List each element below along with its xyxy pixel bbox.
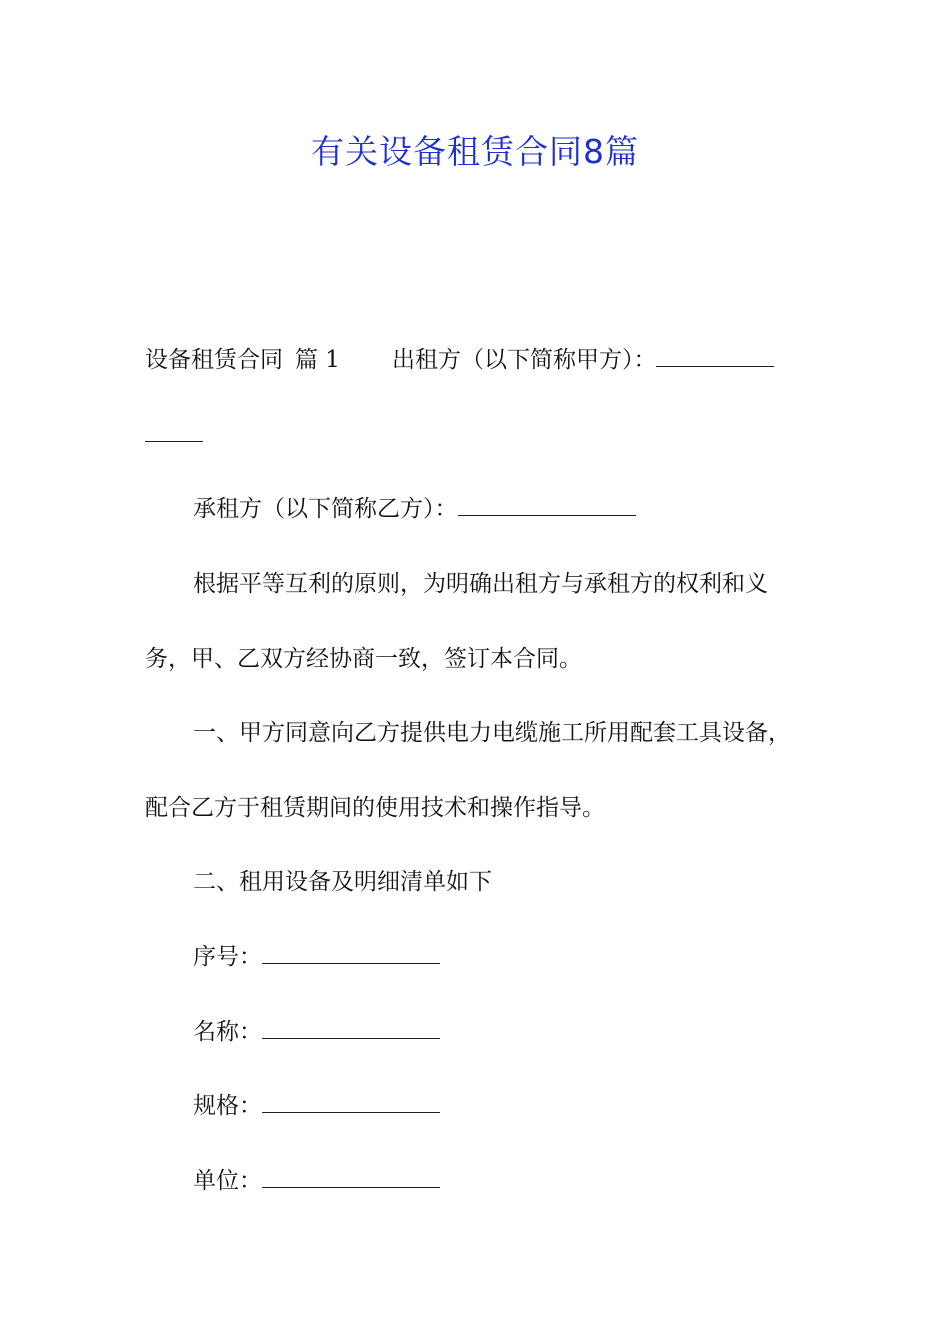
lessor-blank-continuation[interactable] [145,421,203,442]
lessor-blank[interactable] [656,346,774,367]
field-blank[interactable] [262,1018,440,1039]
field-label: 单位： [193,1168,262,1194]
field-label: 序号： [193,944,262,970]
field-blank[interactable] [262,943,440,964]
field-spec [193,1091,440,1121]
field-label: 名称： [193,1019,262,1045]
heading-number: 篇 1 [295,347,340,373]
clause1-line-2: 配合乙方于租赁期间的使用技术和操作指导。 [145,795,605,821]
field-blank[interactable] [262,1167,440,1188]
field-label: 规格： [193,1093,262,1119]
clause2-line: 二、租用设备及明细清单如下 [193,869,492,895]
lessor-blank-continuation-row [145,420,203,450]
heading-label: 设备租赁合同 [145,347,283,373]
intro-line-2: 务，甲、乙双方经协商一致，签订本合同。 [145,646,582,672]
document-title: 有关设备租赁合同8篇 [311,132,639,171]
heading-line [145,345,774,375]
field-unit [193,1166,440,1196]
intro-line-1: 根据平等互利的原则，为明确出租方与承租方的权利和义 [193,571,768,597]
lessor-label: 出租方（以下简称甲方）： [391,347,657,373]
lessee-blank[interactable] [458,495,636,516]
field-name [193,1017,440,1047]
lessee-label: 承租方（以下简称乙方）： [193,496,458,522]
field-serial [193,942,440,972]
field-blank[interactable] [262,1092,440,1113]
clause1-line-1: 一、甲方同意向乙方提供电力电缆施工所用配套工具设备， [193,720,791,746]
lessee-line [193,494,636,524]
